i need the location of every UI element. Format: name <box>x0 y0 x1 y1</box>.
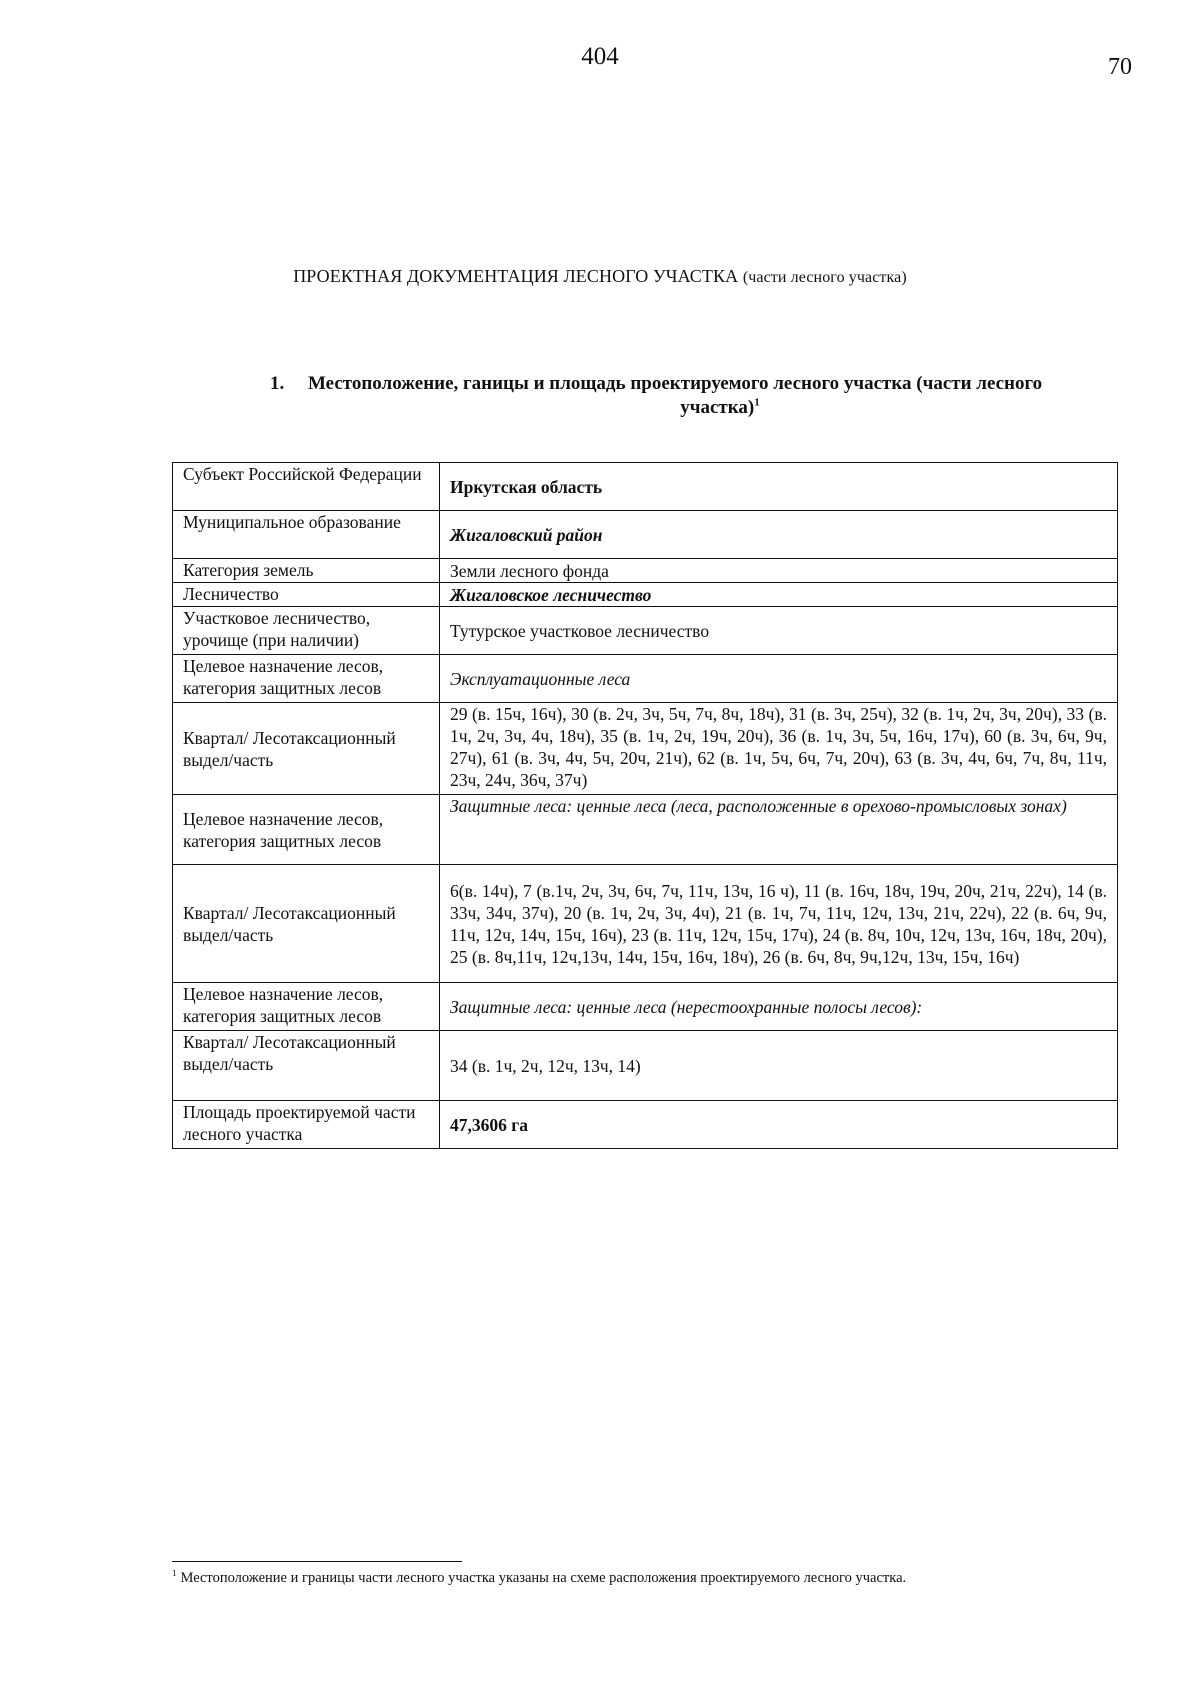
section-heading <box>270 372 1130 420</box>
footnote <box>172 1568 906 1588</box>
footnote-mark: 1 <box>172 1568 177 1579</box>
section-footnote-mark: 1 <box>754 396 760 409</box>
row-label: Площадь проектируемой части лесного участка <box>173 1101 440 1149</box>
row-value: Земли лесного фонда <box>440 559 1118 583</box>
row-label: Квартал/ Лесотаксационный выдел/часть <box>173 865 440 983</box>
section-number: 1. <box>270 373 285 394</box>
table-row <box>173 1101 1118 1149</box>
table-row <box>173 983 1118 1031</box>
row-value: 47,3606 га <box>440 1101 1118 1149</box>
section-heading-line1: Местоположение, ганицы и площадь проектируемого лесного участка (части лесного <box>308 373 1043 394</box>
table-row <box>173 607 1118 655</box>
table-row <box>173 655 1118 703</box>
table-row <box>173 703 1118 795</box>
row-label: Квартал/ Лесотаксационный выдел/часть <box>173 703 440 795</box>
row-label: Лесничество <box>173 583 440 607</box>
row-label: Квартал/ Лесотаксационный выдел/часть <box>173 1031 440 1101</box>
row-label: Муниципальное образование <box>173 511 440 559</box>
table-row <box>173 511 1118 559</box>
document-title <box>0 264 1200 290</box>
document-title-main: ПРОЕКТНАЯ ДОКУМЕНТАЦИЯ ЛЕСНОГО УЧАСТКА <box>293 266 739 286</box>
info-table <box>172 462 1118 1149</box>
row-value: Защитные леса: ценные леса (нерестоохранные полосы лесов): <box>440 983 1118 1031</box>
page-number-top: 404 <box>581 43 619 70</box>
page-number-right: 70 <box>1108 54 1132 80</box>
row-label: Целевое назначение лесов, категория защитных лесов <box>173 983 440 1031</box>
section-heading-line2: участка) <box>680 397 755 418</box>
footnote-divider <box>172 1561 462 1562</box>
table-row <box>173 795 1118 865</box>
table-row <box>173 463 1118 511</box>
document-title-tail: (части лесного участка) <box>742 269 907 286</box>
row-label: Категория земель <box>173 559 440 583</box>
row-value: Иркутская область <box>440 463 1118 511</box>
row-value: Эксплуатационные леса <box>440 655 1118 703</box>
row-label: Субъект Российской Федерации <box>173 463 440 511</box>
row-label: Участковое лесничество, урочище (при наличии) <box>173 607 440 655</box>
row-value: 29 (в. 15ч, 16ч), 30 (в. 2ч, 3ч, 5ч, 7ч, 8ч, 18ч), 31 (в. 3ч, 25ч), 32 (в. 1ч, 2ч, 3ч, 20ч), 33 (в. 1ч, 2ч, 3ч, 4ч, 18ч), 35 (в. 1ч, 2ч, 19ч, 20ч), 36 (в. 1ч, 3ч, 5ч, 16ч, 17ч), 60 (в. 3ч, 6ч, 9ч, 27ч), 61 (в. 3ч, 4ч, 5ч, 20ч, 21ч), 62 (в. 1ч, 5ч, 6ч, 7ч, 20ч), 63 (в. 3ч, 4ч, 6ч, 7ч, 8ч, 11ч, 23ч, 24ч, 36ч, 37ч) <box>440 703 1118 795</box>
row-label: Целевое назначение лесов, категория защитных лесов <box>173 795 440 865</box>
table-row <box>173 865 1118 983</box>
row-label: Целевое назначение лесов, категория защитных лесов <box>173 655 440 703</box>
row-value: Тутурское участковое лесничество <box>440 607 1118 655</box>
table-row <box>173 1031 1118 1101</box>
table-row <box>173 559 1118 583</box>
row-value: 34 (в. 1ч, 2ч, 12ч, 13ч, 14) <box>440 1031 1118 1101</box>
row-value: Защитные леса: ценные леса (леса, расположенные в орехово-промысловых зонах) <box>440 795 1118 865</box>
footnote-text: Местоположение и границы части лесного участка указаны на схеме расположения проектируемого лесного участка. <box>180 1570 907 1586</box>
row-value: Жигаловское лесничество <box>440 583 1118 607</box>
row-value: Жигаловский район <box>440 511 1118 559</box>
row-value: 6(в. 14ч), 7 (в.1ч, 2ч, 3ч, 6ч, 7ч, 11ч, 13ч, 16 ч), 11 (в. 16ч, 18ч, 19ч, 20ч, 21ч, 22ч), 14 (в. 33ч, 34ч, 37ч), 20 (в. 1ч, 2ч, 3ч, 4ч), 21 (в. 1ч, 7ч, 11ч, 12ч, 13ч, 21ч, 22ч), 22 (в. 6ч, 9ч, 11ч, 12ч, 14ч, 15ч, 16ч), 23 (в. 11ч, 12ч, 15ч, 17ч), 24 (в. 8ч, 10ч, 12ч, 13ч, 16ч, 18ч, 20ч), 25 (в. 8ч,11ч, 12ч,13ч, 14ч, 15ч, 16ч, 18ч), 26 (в. 6ч, 8ч, 9ч,12ч, 13ч, 15ч, 16ч) <box>440 865 1118 983</box>
table-row <box>173 583 1118 607</box>
